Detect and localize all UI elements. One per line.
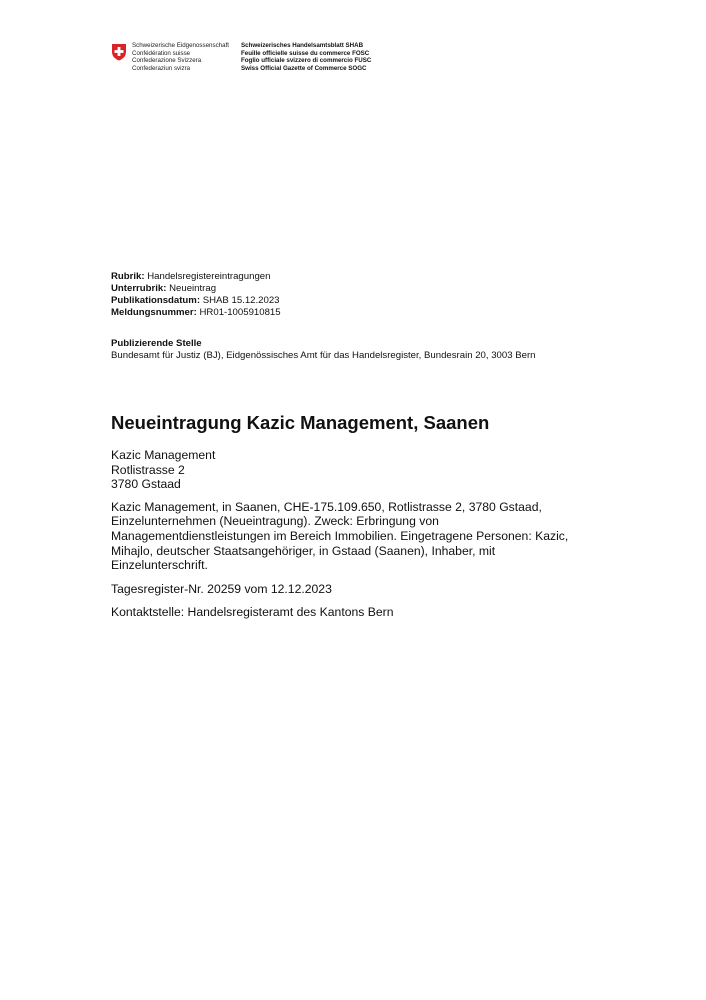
confederation-line: Confédération suisse (132, 49, 191, 57)
unterrubrik-label: Unterrubrik: (111, 283, 167, 294)
contact-office: Kontaktstelle: Handelsregisteramt des Kantons Bern (111, 605, 394, 620)
address-line: Rotlistrasse 2 (111, 462, 185, 477)
entry-content (111, 448, 591, 620)
publikationsdatum-value: SHAB 15.12.2023 (202, 295, 280, 306)
meldungsnummer-value: HR01-1005910815 (199, 307, 281, 318)
publisher-title: Publizierende Stelle (111, 338, 202, 349)
gazette-line: Swiss Official Gazette of Commerce SOGC (241, 64, 367, 72)
rubrik-value: Handelsregistereintragungen (147, 271, 271, 282)
publication-metadata (111, 271, 611, 319)
company-address (111, 448, 591, 492)
gazette-line: Feuille officielle suisse du commerce FOSC (241, 49, 370, 57)
page-title: Neueintragung Kazic Management, Saanen (111, 412, 490, 433)
gazette-line: Schweizerisches Handelsamtsblatt SHAB (241, 42, 364, 49)
confederation-line: Confederazione Svizzera (132, 57, 202, 65)
rubrik-label: Rubrik: (111, 271, 145, 282)
publisher-text: Bundesamt für Justiz (BJ), Eidgenössisches Amt für das Handelsregister, Bundesrain 20, 3003 Bern (111, 350, 536, 361)
meldungsnummer-row (111, 307, 611, 319)
address-line: 3780 Gstaad (111, 477, 181, 492)
entry-description: Kazic Management, in Saanen, CHE-175.109.650, Rotlistrasse 2, 3780 Gstaad, Einzelunternehmen (Neueintragung). Zweck: Erbringung von Managementdienstleistungen im Bereich Immobilien. Eingetragene Personen: Kazic, Mihajlo, deutscher Staatsangehöriger, in Gstaad (Saanen), Inhaber, mit Einzelunterschrift. (111, 499, 569, 573)
daily-register-number: Tagesregister-Nr. 20259 vom 12.12.2023 (111, 581, 332, 596)
document-header (111, 42, 531, 82)
confederation-line: Confederaziun svizra (132, 64, 191, 72)
publikationsdatum-label: Publikationsdatum: (111, 295, 201, 306)
rubrik-row (111, 271, 611, 283)
publikationsdatum-row (111, 295, 611, 307)
swiss-crest-icon (111, 43, 127, 61)
unterrubrik-row (111, 283, 611, 295)
unterrubrik-value: Neueintrag (169, 283, 217, 294)
confederation-names (132, 42, 242, 72)
confederation-line: Schweizerische Eidgenossenschaft (132, 42, 229, 49)
gazette-names (241, 42, 441, 72)
gazette-line: Foglio ufficiale svizzero di commercio FUSC (241, 57, 372, 65)
publishing-office (111, 338, 631, 362)
address-line: Kazic Management (111, 448, 216, 462)
meldungsnummer-label: Meldungsnummer: (111, 307, 197, 318)
